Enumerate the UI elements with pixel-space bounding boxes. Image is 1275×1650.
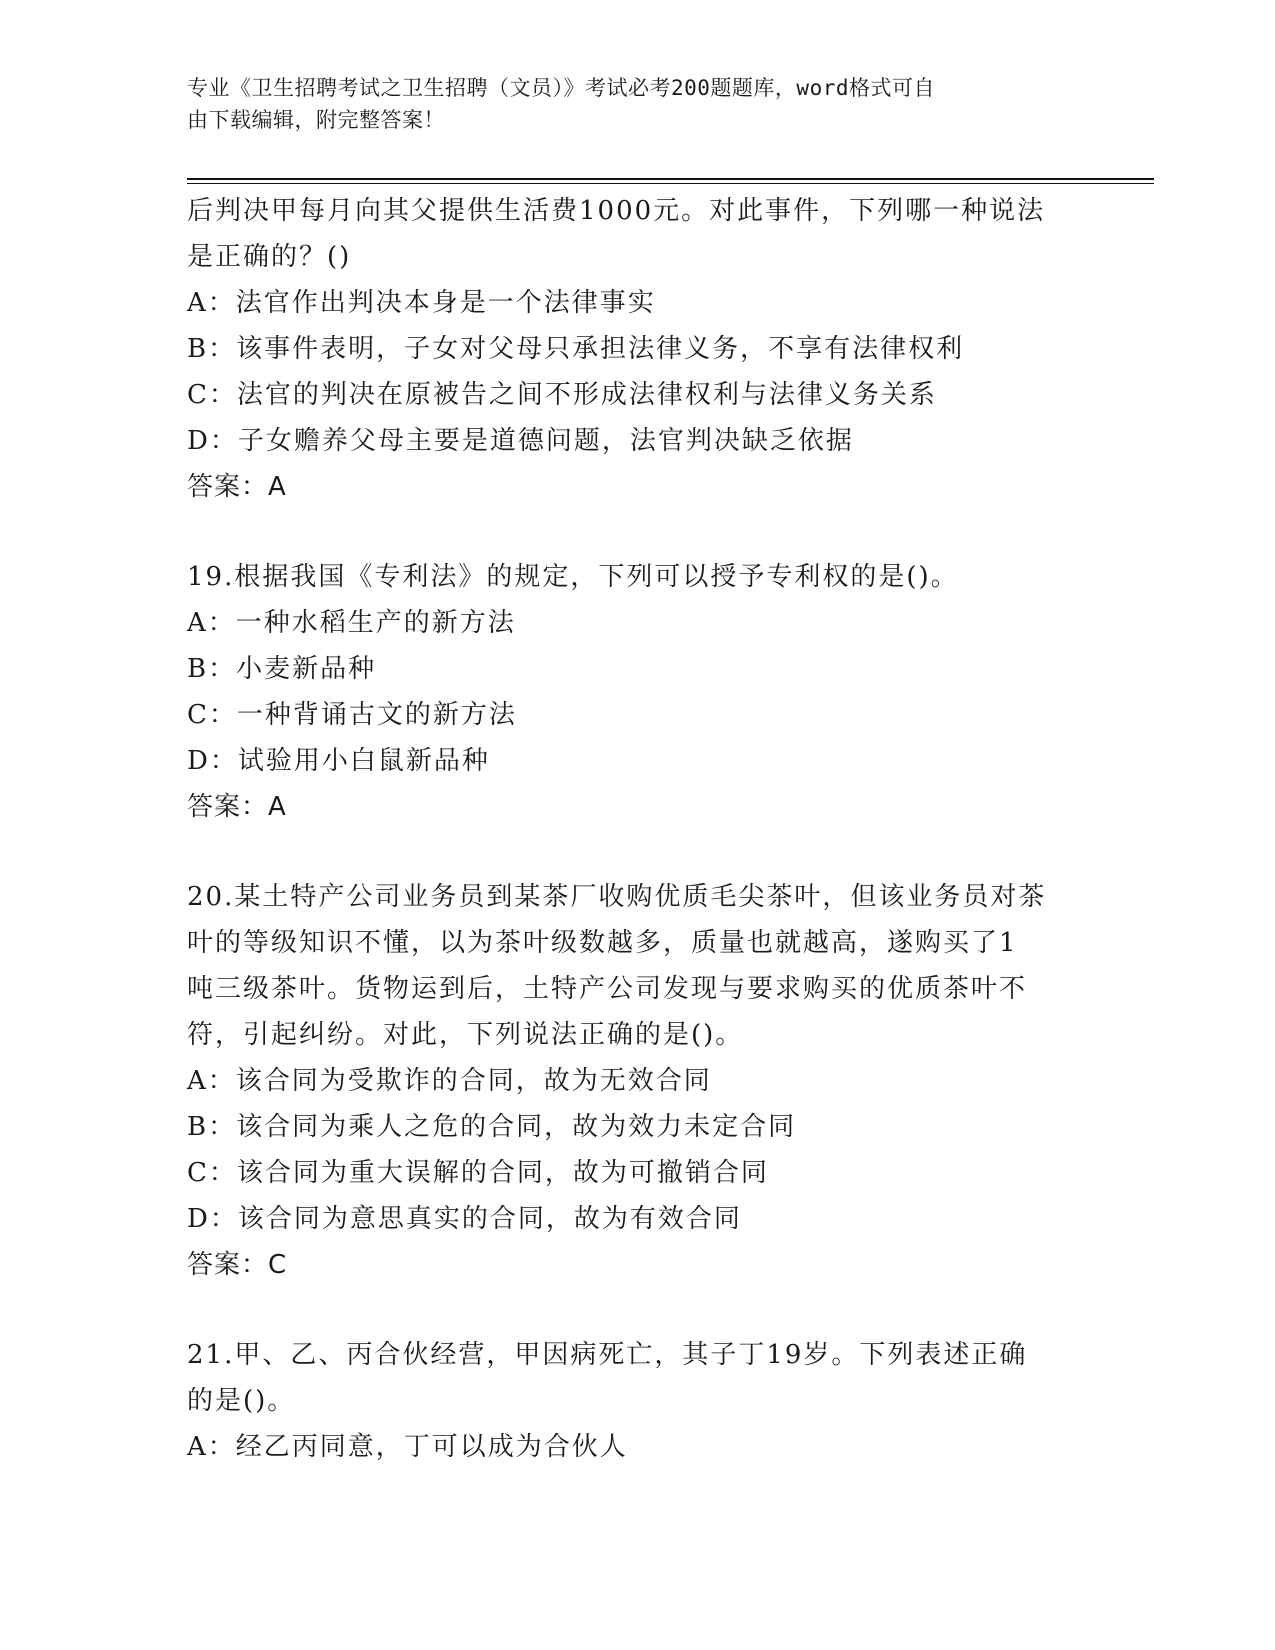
- question-stem: 是正确的？(): [187, 242, 352, 272]
- option-b: B：该事件表明，子女对父母只承担法律义务，不享有法律权利: [187, 334, 965, 364]
- option-c: C：该合同为重大误解的合同，故为可撤销合同: [187, 1158, 769, 1188]
- question-stem: 吨三级茶叶。货物运到后，土特产公司发现与要求购买的优质茶叶不: [187, 974, 1028, 1004]
- answer-line: 答案：C: [187, 1250, 288, 1280]
- spacer: [187, 830, 1087, 874]
- answer-line: 答案：A: [187, 472, 287, 502]
- option-d: D：试验用小白鼠新品种: [187, 746, 490, 776]
- question-19: [187, 554, 1087, 830]
- option-d: D：该合同为意思真实的合同，故为有效合同: [187, 1204, 742, 1234]
- question-stem: 叶的等级知识不懂，以为茶叶级数越多，质量也就越高，遂购买了1: [187, 928, 1018, 958]
- option-d: D：子女赡养父母主要是道德问题，法官判决缺乏依据: [187, 426, 854, 456]
- question-stem: 21.甲、乙、丙合伙经营，甲因病死亡，其子丁19岁。下列表述正确: [187, 1340, 1028, 1370]
- spacer: [187, 510, 1087, 554]
- question-stem: 的是()。: [187, 1386, 296, 1416]
- document-header: [187, 72, 1067, 136]
- question-stem: 19.根据我国《专利法》的规定，下列可以授予专利权的是()。: [187, 562, 959, 592]
- answer-line: 答案：A: [187, 792, 287, 822]
- question-list: [187, 188, 1087, 1470]
- header-divider-thin: [187, 183, 1154, 184]
- spacer: [187, 1288, 1087, 1332]
- header-divider-thick: [187, 178, 1154, 180]
- option-b: B：该合同为乘人之危的合同，故为效力未定合同: [187, 1112, 797, 1142]
- question-stem: 符，引起纠纷。对此，下列说法正确的是()。: [187, 1020, 744, 1050]
- option-c: C：法官的判决在原被告之间不形成法律权利与法律义务关系: [187, 380, 937, 410]
- option-c: C：一种背诵古文的新方法: [187, 700, 517, 730]
- header-line-1: 专业《卫生招聘考试之卫生招聘（文员）》考试必考200题题库，word格式可自: [187, 76, 935, 100]
- option-a: A：法官作出判决本身是一个法律事实: [187, 288, 656, 318]
- option-a: A：经乙丙同意，丁可以成为合伙人: [187, 1432, 628, 1462]
- question-stem: 20.某土特产公司业务员到某茶厂收购优质毛尖茶叶，但该业务员对茶: [187, 882, 1047, 912]
- question-21: [187, 1332, 1087, 1470]
- question-20: [187, 874, 1087, 1288]
- question-18: [187, 188, 1087, 510]
- option-a: A：该合同为受欺诈的合同，故为无效合同: [187, 1066, 712, 1096]
- question-stem: 后判决甲每月向其父提供生活费1000元。对此事件，下列哪一种说法: [187, 196, 1046, 226]
- option-a: A：一种水稻生产的新方法: [187, 608, 516, 638]
- option-b: B：小麦新品种: [187, 654, 377, 684]
- header-line-2: 由下载编辑，附完整答案！: [187, 108, 445, 132]
